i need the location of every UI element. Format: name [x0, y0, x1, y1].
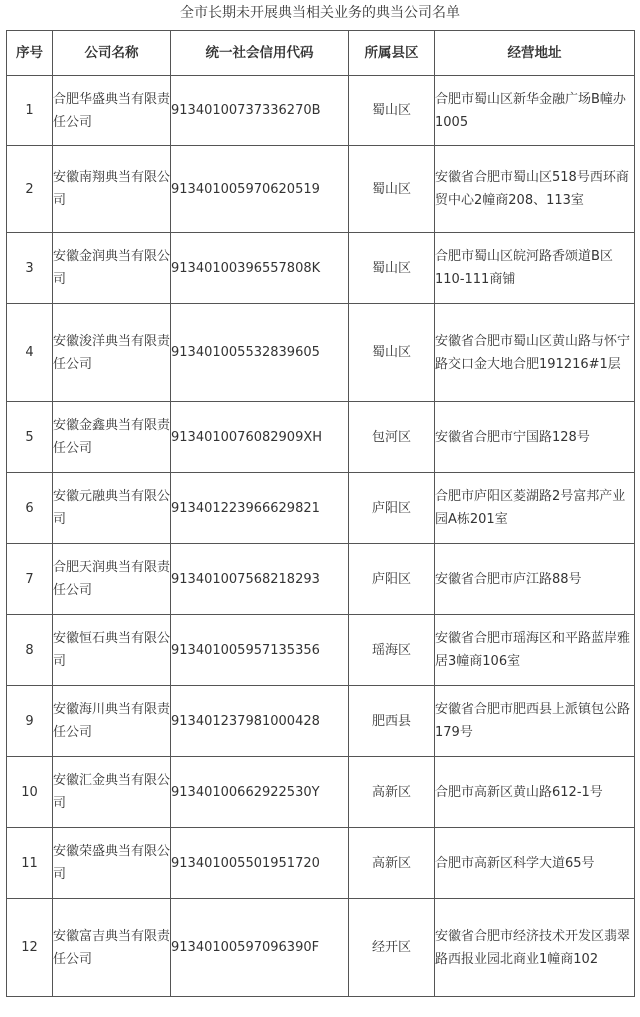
table-body	[7, 76, 635, 997]
cell-address: 合肥市高新区科学大道65号	[435, 828, 635, 899]
cell-company-name: 安徽富吉典当有限责任公司	[53, 899, 171, 997]
cell-company-name: 安徽恒石典当有限公司	[53, 615, 171, 686]
cell-company-name: 安徽元融典当有限公司	[53, 473, 171, 544]
cell-district: 蜀山区	[349, 76, 435, 146]
cell-district: 庐阳区	[349, 544, 435, 615]
cell-index: 11	[7, 828, 53, 899]
table-row	[7, 76, 635, 146]
cell-credit-code: 913401005970620519	[171, 146, 349, 233]
cell-company-name: 合肥天润典当有限责任公司	[53, 544, 171, 615]
cell-index: 4	[7, 304, 53, 402]
cell-district: 蜀山区	[349, 233, 435, 304]
cell-company-name: 安徽金润典当有限公司	[53, 233, 171, 304]
cell-district: 庐阳区	[349, 473, 435, 544]
cell-address: 安徽省合肥市蜀山区518号西环商贸中心2幢商208、113室	[435, 146, 635, 233]
table-row	[7, 146, 635, 233]
table-row	[7, 233, 635, 304]
table-row	[7, 473, 635, 544]
cell-company-name: 安徽海川典当有限责任公司	[53, 686, 171, 757]
cell-district: 蜀山区	[349, 304, 435, 402]
cell-district: 蜀山区	[349, 146, 435, 233]
column-header-index: 序号	[7, 31, 53, 76]
cell-address: 安徽省合肥市宁国路128号	[435, 402, 635, 473]
cell-credit-code: 91340100597096390F	[171, 899, 349, 997]
cell-credit-code: 913401005501951720	[171, 828, 349, 899]
cell-company-name: 安徽浚洋典当有限责任公司	[53, 304, 171, 402]
cell-credit-code: 913401223966629821	[171, 473, 349, 544]
cell-credit-code: 913401237981000428	[171, 686, 349, 757]
cell-company-name: 合肥华盛典当有限责任公司	[53, 76, 171, 146]
table-row	[7, 304, 635, 402]
document-title: 全市长期未开展典当相关业务的典当公司名单	[180, 5, 460, 21]
table-row	[7, 544, 635, 615]
cell-address: 安徽省合肥市庐江路88号	[435, 544, 635, 615]
column-header-district: 所属县区	[349, 31, 435, 76]
cell-index: 9	[7, 686, 53, 757]
cell-district: 包河区	[349, 402, 435, 473]
cell-address: 合肥市蜀山区皖河路香颂道B区110-111商铺	[435, 233, 635, 304]
table-row	[7, 615, 635, 686]
cell-company-name: 安徽南翔典当有限公司	[53, 146, 171, 233]
cell-company-name: 安徽金鑫典当有限责任公司	[53, 402, 171, 473]
cell-district: 肥西县	[349, 686, 435, 757]
cell-address: 安徽省合肥市瑶海区和平路蓝岸雅居3幢商106室	[435, 615, 635, 686]
cell-index: 6	[7, 473, 53, 544]
table-row	[7, 686, 635, 757]
cell-index: 12	[7, 899, 53, 997]
cell-index: 3	[7, 233, 53, 304]
cell-credit-code: 913401007568218293	[171, 544, 349, 615]
cell-address: 安徽省合肥市蜀山区黄山路与怀宁路交口金大地合肥191216#1层	[435, 304, 635, 402]
cell-address: 安徽省合肥市肥西县上派镇包公路179号	[435, 686, 635, 757]
cell-credit-code: 9134010076082909XH	[171, 402, 349, 473]
cell-address: 安徽省合肥市经济技术开发区翡翠路西报业园北商业1幢商102	[435, 899, 635, 997]
cell-address: 合肥市庐阳区菱湖路2号富邦产业园A栋201室	[435, 473, 635, 544]
cell-credit-code: 91340100737336270B	[171, 76, 349, 146]
cell-address: 合肥市蜀山区新华金融广场B幢办1005	[435, 76, 635, 146]
cell-credit-code: 91340100662922530Y	[171, 757, 349, 828]
cell-district: 经开区	[349, 899, 435, 997]
column-header-name: 公司名称	[53, 31, 171, 76]
cell-company-name: 安徽汇金典当有限公司	[53, 757, 171, 828]
column-header-address: 经营地址	[435, 31, 635, 76]
cell-index: 1	[7, 76, 53, 146]
table-row	[7, 899, 635, 997]
table-row	[7, 757, 635, 828]
cell-index: 10	[7, 757, 53, 828]
cell-index: 8	[7, 615, 53, 686]
cell-address: 合肥市高新区黄山路612-1号	[435, 757, 635, 828]
cell-credit-code: 913401005532839605	[171, 304, 349, 402]
cell-index: 2	[7, 146, 53, 233]
cell-company-name: 安徽荣盛典当有限公司	[53, 828, 171, 899]
cell-credit-code: 913401005957135356	[171, 615, 349, 686]
cell-district: 瑶海区	[349, 615, 435, 686]
cell-index: 5	[7, 402, 53, 473]
cell-credit-code: 91340100396557808K	[171, 233, 349, 304]
column-header-code: 统一社会信用代码	[171, 31, 349, 76]
table-header-row	[7, 31, 635, 76]
cell-district: 高新区	[349, 757, 435, 828]
cell-district: 高新区	[349, 828, 435, 899]
table-row	[7, 828, 635, 899]
cell-index: 7	[7, 544, 53, 615]
table-row	[7, 402, 635, 473]
company-table	[6, 30, 635, 997]
